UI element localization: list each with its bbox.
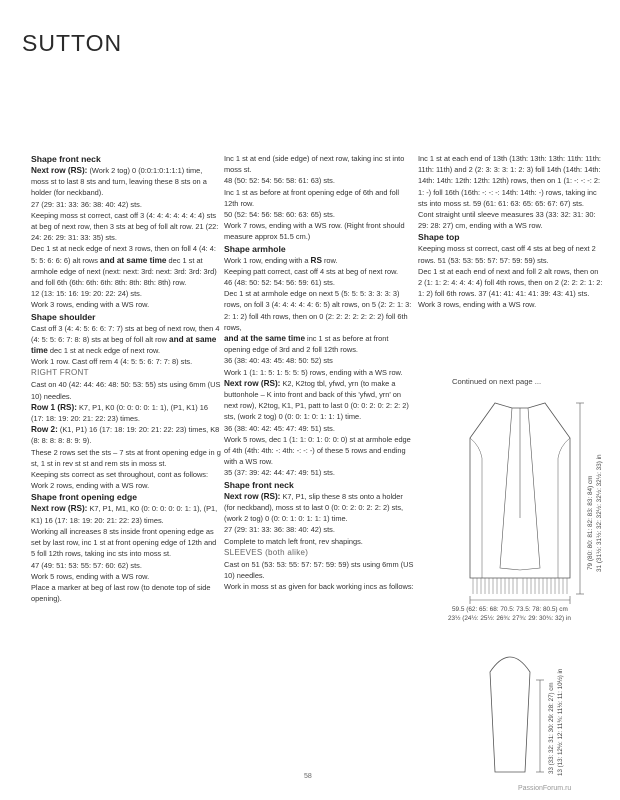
paragraph: Inc 1 st at end (side edge) of next row, taking inc st into moss st. [224,154,405,175]
paragraph: 50 (52: 54: 56: 58: 60: 63: 65) sts. [224,210,335,220]
paragraph: 36 (38: 40: 42: 45: 47: 49: 51) sts. [224,423,335,433]
text: Work 1 row, ending with a [224,255,311,265]
continued-note: Continued on next page ... [452,377,542,386]
paragraph: Cast on 40 (42: 44: 46: 48: 50: 53: 55) sts using 6mm (US 10) needles. [31,380,221,401]
paragraph [31,323,221,357]
fringe [473,578,567,594]
paragraph: Inc 1 st as before at front opening edge of 6th and foll 12th row. [224,187,400,208]
text: dec 1 st at armhole edge of next (next: next: 3rd: next: 3rd: 3rd: 3rd) and foll 6th (6th: 6th: 6th: 8th: 8th: 8th: 8th) row. [31,255,217,288]
paragraph: Keeping moss st correct, cast off 4 sts at beg of next 2 rows. 51 (53: 53: 55: 57: 57: 59: 59) sts. [418,244,596,265]
text: dec 1 st at neck edge of next row. [47,346,161,356]
heading-shape-front-neck-2: Shape front neck [224,479,294,490]
keyword: Next row (RS): [224,378,281,388]
paragraph: Place a marker at beg of last row (to denote top of side opening). [31,582,211,604]
keyword: and at same time [100,255,167,265]
paragraph: Work 1 (1: 1: 5: 1: 5: 5: 5) rows, ending with a WS row. [224,367,403,377]
sleeve-schematic [470,640,620,780]
paragraph [31,424,221,446]
body-schematic [440,398,620,638]
body-height-in: 31 (31½: 31½: 32: 32½: 32½: 32½: 33) in [596,454,603,572]
paragraph: Work 5 rows, dec 1 (1: 1: 0: 1: 0: 0: 0) st at armhole edge of 4th (4th: 4th: -: 4th: -: -: -) of these 5 rows and ending with a WS row. [224,434,411,467]
sleeve-outline [490,657,530,772]
keyword: Row 2: [31,425,58,435]
body-width-cm: 59.5 (62: 65: 68: 70.5: 73.5: 78: 80.5) cm [452,606,568,613]
paragraph [224,333,415,355]
column-2 [224,153,415,592]
keyword: Row 1 (RS): [31,402,77,412]
text: K2, K2tog tbl, yfwd, yrn (to make a buttonhole – K into front and back of this 'yfwd, yrn' on next row), K2tog, K1, P1, patt to last 0 (0: 0: 2: 0: 2: 2: 2) sts, (work 2 tog) 0 (0: 0: 1: 0: 1: 1: 1) time. [224,378,409,422]
body-height-cm: 79 (80: 80: 81: 82: 83: 83: 84) cm [587,475,594,570]
paragraph: Keeping moss st correct, cast off 3 (4: 4: 4: 4: 4: 4: 4) sts at beg of next row, then 3 sts at beg of foll alt row. 21 (22: 24: 26: 29: 31: 33: 35) sts. [31,210,219,243]
sleeve-length-cm: 33 (33: 32: 31: 30: 29: 28: 27) cm [548,682,555,774]
heading-sleeves: SLEEVES (both alike) [224,547,309,557]
paragraph [31,402,221,424]
keyword: RS [310,255,322,265]
text: Cast off 3 (4: 4: 5: 6: 6: 7: 7) sts at beg of next row, then 4 (4: 5: 5: 6: 7: 8: 8) sts at beg of foll alt row [31,323,220,344]
keyword: Next row (RS): [224,491,281,501]
body-width-in: 23½ (24½: 25½: 26¾: 27¾: 29: 30¾: 32) in [448,615,571,622]
height-dimension-line [576,403,584,594]
keyword: Next row (RS): [31,166,88,175]
paragraph: 35 (37: 39: 42: 44: 47: 49: 51) sts. [224,468,335,478]
paragraph: Work 7 rows, ending with a WS row. (Right front should measure approx 51.5 cm.) [224,221,405,242]
text: row. [321,255,338,265]
paragraph: 48 (50: 52: 54: 56: 58: 61: 63) sts. [224,176,335,186]
sleeve-length-in: 13 (13: 12½: 12: 11¾: 11½: 11: 10½) in [557,668,564,776]
heading-shape-shoulder: Shape shoulder [31,311,96,322]
paragraph: 27 (29: 31: 33: 36: 38: 40: 42) sts. [224,525,335,535]
paragraph [224,491,415,525]
text: (K1, P1) 16 (17: 18: 19: 20: 21: 22: 23) times, K8 (8: 8: 8: 8: 8: 9: 9). [31,425,220,446]
paragraph: Dec 1 st at armhole edge on next 5 (5: 5: 5: 3: 3: 3: 3) rows, on foll 3 (4: 4: 4: 4: 4: 6: 5) alt rows, on 5 (2: 2: 1: 3: 2: 1: 2) foll 4th rows, then on 0 (2: 2: 2: 2: 2: 2: 2) foll 6th rows, [224,289,412,332]
paragraph: 46 (48: 50: 52: 54: 56: 59: 61) sts. [224,278,335,288]
paragraph [31,165,221,199]
sleeve-dimension-line [536,680,544,772]
heading-shape-front-opening-edge: Shape front opening edge [31,492,137,503]
text: (Work 2 tog) 0 (0:0:1:0:1:1:1) time, moss st to last 8 sts and turn, leaving these 8 sts on a holder (for neckband). [31,166,207,198]
paragraph: Cast on 51 (53: 53: 55: 57: 57: 59: 59) sts using 6mm (US 10) needles. [224,559,414,580]
paragraph [224,378,415,423]
paragraph: 36 (38: 40: 43: 45: 48: 50: 52) sts [224,356,333,366]
paragraph: Working all increases 8 sts inside front opening edge as set by last row, inc 1 st at front opening edge of 12th and 5 foll 12th rows, taking inc sts into moss st. [31,526,217,559]
body-outline [470,403,570,578]
paragraph: Work 1 row. Cast off rem 4 (4: 5: 5: 6: 7: 7: 8) sts. [31,357,193,367]
paragraph: 12 (13: 15: 16: 19: 20: 22: 24) sts. [31,289,142,299]
keyword: and at the same time [224,334,305,344]
paragraph: These 2 rows set the sts – 7 sts at front opening edge in g st, 1 st in rev st st and rem sts in moss st. [31,447,221,468]
heading-right-front: RIGHT FRONT [31,368,89,378]
paragraph: Inc 1 st at each end of 13th (13th: 13th: 13th: 11th: 11th: 11th: 11th) and 2 (2: 3: 3: 3: 1: 2: 3) foll 14th (14th: 14th: 14th: 14th: 12th: 12th: 12th) rows, then on 1 (1: -: -: -: 2: 1: -) foll 16th (16th: -: -: -: 14th: 14th: -) rows, taking inc sts into moss st. 59 (61: 61: 63: 65: 65: 67: 67) sts. [418,154,601,208]
text: Dec 1 st at neck edge of next 3 rows, then on foll 4 (4: 4: 5: 5: 6: 6: 6) alt rows [31,244,216,265]
paragraph: Complete to match left front, rev shapings. [224,536,363,546]
paragraph [31,243,221,288]
heading-shape-top: Shape top [418,232,460,243]
keyword: and at same time [31,334,217,356]
paragraph [224,255,415,266]
paragraph: Work 3 rows, ending with a WS row. [31,300,150,310]
text: K7, P1, slip these 8 sts onto a holder (for neckband), moss st to last 0 (0: 0: 2: 0: 2: 2: 2) sts, (work 2 tog) 0 (0: 0: 1: 0: 1: 1: 1) time. [224,491,404,524]
paragraph: Cont straight until sleeve measures 33 (33: 32: 31: 30: 29: 28: 27) cm, ending with a WS row. [418,210,596,231]
paragraph: Work 5 rows, ending with a WS row. [31,571,150,581]
text: K7, P1, K0 (0: 0: 0: 0: 1: 1), (P1, K1) 16 (17: 18: 19: 20: 21: 22: 23) times. [31,402,208,424]
paragraph: Work in moss st as given for back working incs as follows: [224,582,414,592]
column-1 [31,153,221,604]
paragraph: Keeping patt correct, cast off 4 sts at beg of next row. [224,266,399,276]
paragraph: Work 2 rows, ending with a WS row. [31,481,150,491]
paragraph: Dec 1 st at each end of next and foll 2 alt rows, then on 2 (1: 1: 2: 4: 4: 4: 4) foll 4th rows, then on 2 (2: 2: 2: 1: 2: 1: 2) foll 6th rows. 37 (41: 41: 41: 41: 39: 43: 41) sts. [418,266,603,299]
heading-shape-armhole: Shape armhole [224,243,286,254]
width-dimension-line [470,596,570,604]
paragraph: Work 3 rows, ending with a WS row. [418,300,537,310]
paragraph: Keeping sts correct as set throughout, cont as follows: [31,470,209,480]
pattern-title: SUTTON [22,30,123,56]
text: inc 1 st as before at front opening edge of 3rd and 2 foll 12th rows. [224,334,389,355]
paragraph: 47 (49: 51: 53: 55: 57: 60: 62) sts. [31,560,142,570]
watermark: PassionForum.ru [518,785,572,792]
paragraph: 27 (29: 31: 33: 36: 38: 40: 42) sts. [31,199,142,209]
column-3 [418,153,603,311]
heading-shape-front-neck: Shape front neck [31,154,101,164]
paragraph [31,503,221,525]
page-number: 58 [304,773,312,780]
text: K7, P1, M1, K0 (0: 0: 0: 0: 0: 1: 1), (P1, K1) 16 (17: 18: 19: 20: 21: 22: 23) times. [31,504,218,525]
keyword: Next row (RS): [31,504,88,514]
